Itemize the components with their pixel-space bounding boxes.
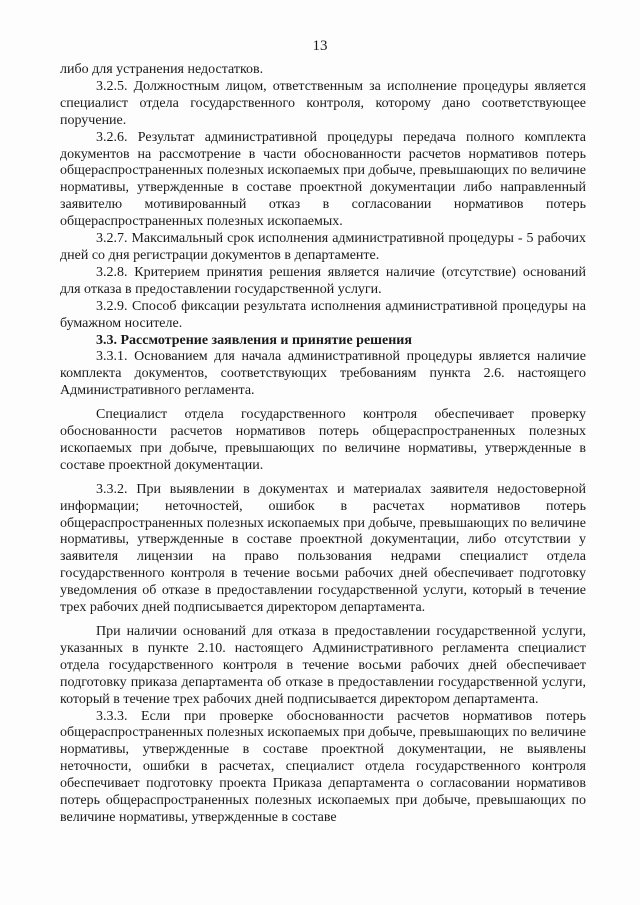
- paragraph: 3.3.3. Если при проверке обоснованности расчетов нормативов потерь общераспространенных полезных ископаемых при добыче, превышающих по величине нормативы, утвержденные в составе проектной документации, не выявлены неточности, ошибки в расчетах, специалист отдела государственного контроля обеспечивает подготовку проекта Приказа департамента о согласовании нормативов потерь общераспространенных полезных ископаемых при добыче, превышающих по величине нормативы, утвержденные в составе: [60, 708, 586, 825]
- paragraph: 3.3.1. Основанием для начала административной процедуры является наличие комплекта документов, соответствующих требованиям пункта 2.6. настоящего Административного регламента.: [60, 349, 586, 399]
- paragraph: 3.2.7. Максимальный срок исполнения административной процедуры - 5 рабочих дней со дня регистрации документов в департаменте.: [60, 231, 586, 263]
- paragraph: 3.2.8. Критерием принятия решения является наличие (отсутствие) оснований для отказа в предоставлении государственной услуги.: [60, 264, 586, 297]
- paragraph: либо для устранения недостатков.: [60, 62, 264, 77]
- paragraph: При наличии оснований для отказа в предоставлении государственной услуги, указанных в пункте 2.10. настоящего Административного регламента специалист отдела государственного контроля в течение восьми рабочих дней обеспечивает подготовку приказа департамента об отказе в предоставлении государственной услуги, который в течение трех рабочих дней подписывается директором департамента.: [60, 624, 586, 707]
- paragraph: 3.3.2. При выявлении в документах и материалах заявителя недостоверной информации; неточностей, ошибок в расчетах нормативов потерь общераспространенных полезных ископаемых при добыче, превышающих по величине нормативы, утвержденные в составе проектной документации, либо отсутствии у заявителя лицензии на право пользования недрами специалист отдела государственного контроля в течение восьми рабочих дней обеспечивает подготовку уведомления об отказе в предоставлении государственной услуги, который в течение трех рабочих дней подписывается директором департамента.: [60, 481, 586, 616]
- paragraph: Специалист отдела государственного контроля обеспечивает проверку обоснованности расчетов нормативов потерь общераспространенных полезных ископаемых при добыче, превышающих по величине нормативы, утвержденные в составе проектной документации.: [60, 407, 586, 473]
- section-heading: 3.3. Рассмотрение заявления и принятие решения: [96, 332, 412, 348]
- page-number: 13: [312, 38, 328, 54]
- document-body: [60, 62, 586, 827]
- paragraph: 3.2.9. Способ фиксации результата исполнения административной процедуры на бумажном носителе.: [60, 298, 586, 331]
- paragraph: 3.2.5. Должностным лицом, ответственным за исполнение процедуры является специалист отдела государственного контроля, которому дано соответствующее поручение.: [60, 78, 586, 128]
- paragraph: 3.2.6. Результат административной процедуры передача полного комплекта документов на рассмотрение в части обоснованности расчетов нормативов потерь общераспространенных полезных ископаемых при добыче, превышающих по величине нормативы, утвержденные в составе проектной документации либо направленный заявителю мотивированный отказ в согласовании нормативов потерь общераспространенных полезных ископаемых.: [60, 129, 586, 230]
